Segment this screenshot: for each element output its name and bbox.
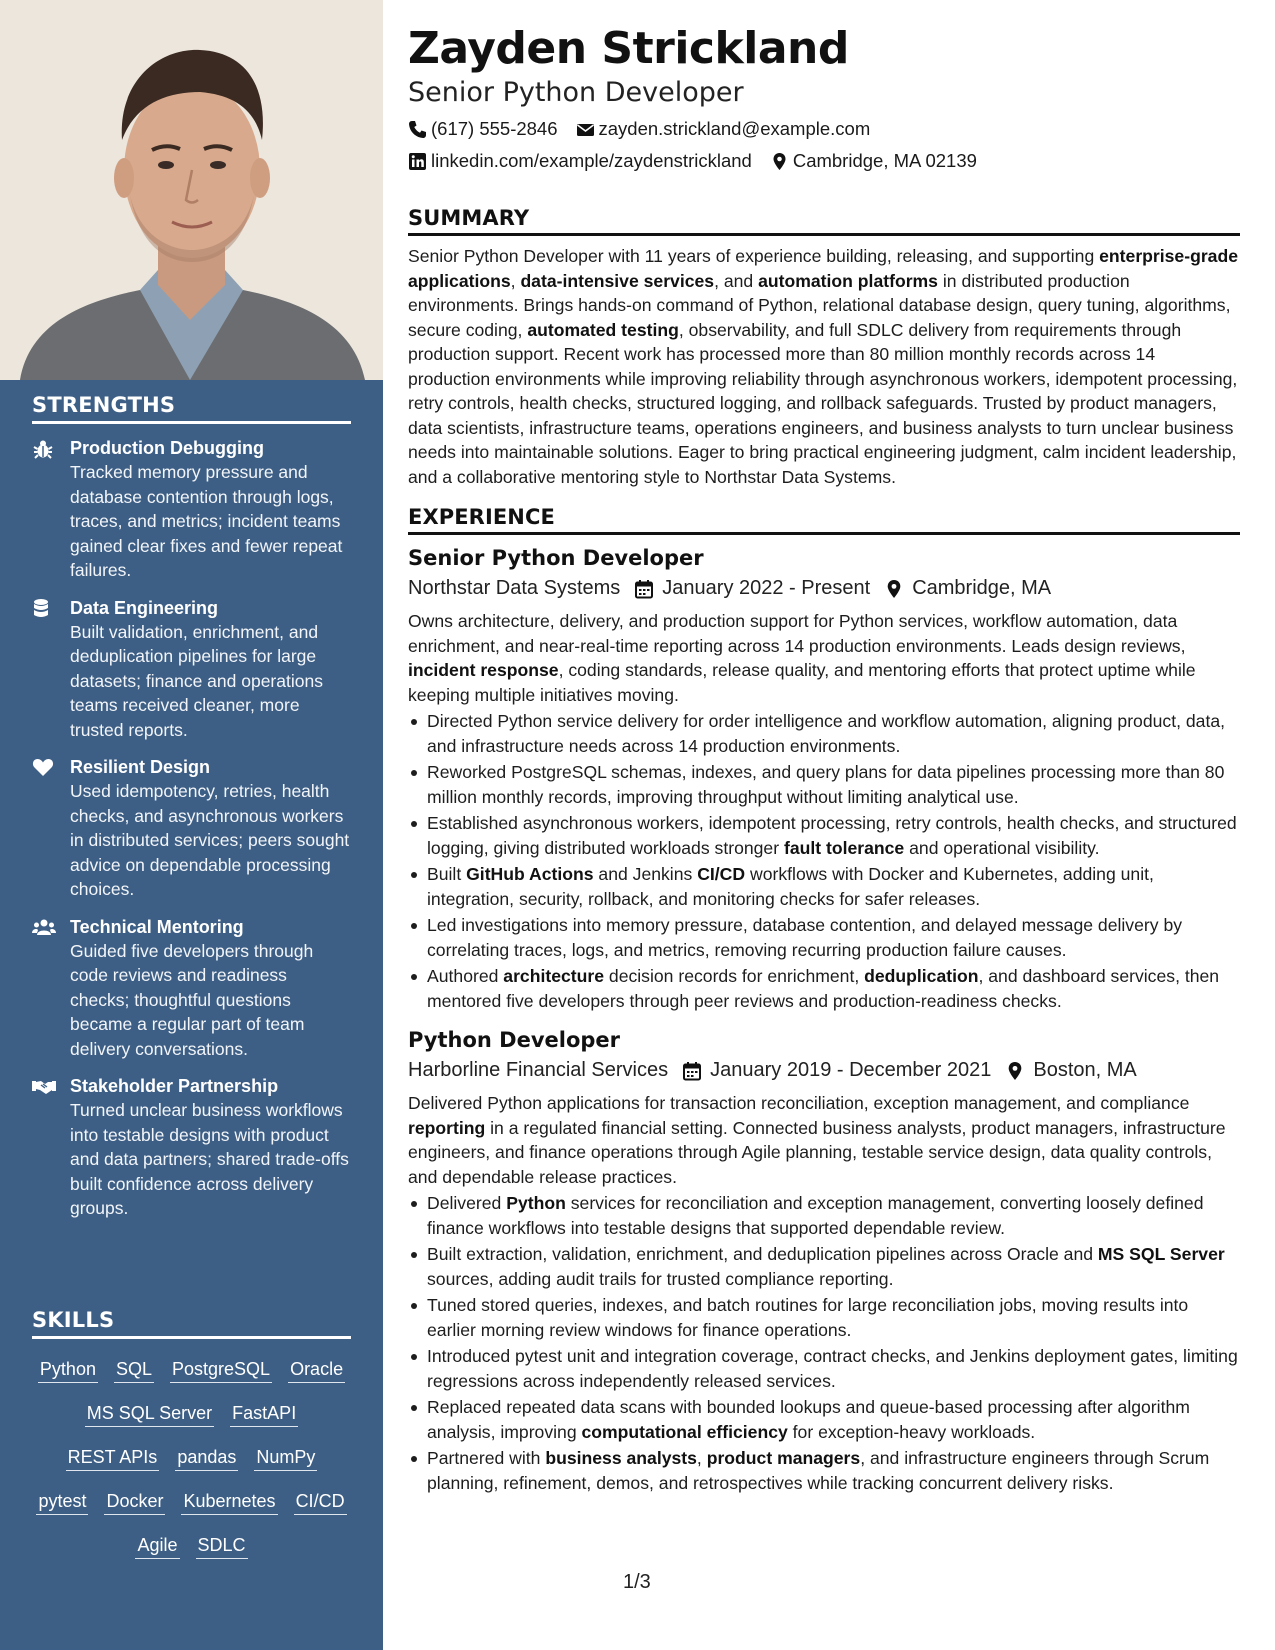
job-dates-text: January 2019 - December 2021 [710, 1059, 992, 1081]
candidate-role: Senior Python Developer [408, 77, 744, 108]
experience-heading: EXPERIENCE [408, 505, 1240, 535]
linkedin-icon [408, 152, 427, 171]
job-bullet: Led investigations into memory pressure, database contention, and delayed message delivery by correlating traces, logs, and metrics, removing recurring production failure causes. [408, 913, 1240, 962]
job-bullet: Delivered Python services for reconciliation and exception management, converting loosely defined finance workflows into testable designs that supported dependable review. [408, 1191, 1240, 1240]
summary-section [408, 206, 1240, 489]
job-bullet: Tuned stored queries, indexes, and batch routines for large reconciliation jobs, moving results into earlier morning review windows for finance operations. [408, 1293, 1240, 1342]
location-text: Cambridge, MA 02139 [792, 150, 977, 171]
job-dates [634, 573, 870, 603]
strength-title: Data Engineering [70, 597, 219, 618]
job-bullet: Built extraction, validation, enrichment, and deduplication pipelines across Oracle and MS SQL Server sources, adding audit trails for trusted compliance reporting. [408, 1242, 1240, 1291]
job-intro: Delivered Python applications for transaction reconciliation, exception management, and compliance reporting in a regulated financial setting. Connected business analysts, product managers, infrastructure engineers, and finance operations through Agile planning, testable service design, data quality controls, and dependable release practices. [408, 1093, 1226, 1187]
job-bullet: Directed Python service delivery for order intelligence and workflow automation, aligning product, data, and infrastructure needs across 14 production environments. [408, 709, 1240, 758]
job-bullets [408, 709, 1240, 1013]
strength-description: Used idempotency, retries, health checks, and asynchronous workers in distributed services; peers sought advice on dependable processing choices. [70, 781, 350, 899]
strength-item [32, 436, 351, 583]
skill-tag: pytest [36, 1489, 88, 1515]
job-dates-text: January 2022 - Present [662, 577, 871, 599]
users-icon [32, 917, 56, 937]
job-meta [408, 1055, 1240, 1085]
skill-tag: CI/CD [294, 1489, 347, 1515]
skills-heading: SKILLS [32, 1308, 351, 1339]
skill-tag: PostgreSQL [170, 1357, 272, 1383]
skill-tag: Oracle [288, 1357, 345, 1383]
job-location [1005, 1055, 1136, 1085]
calendar-icon [634, 578, 654, 598]
contact-row [408, 149, 1240, 173]
summary-text: Senior Python Developer with 11 years of experience building, releasing, and supporting enterprise-grade applications, data-intensive services, and automation platforms in distributed production environments. Brings hands-on command of Python, relational database design, query tuning, algorithms, secure coding, automated testing, observability, and full SDLC delivery from requirements through production support. Recent work has processed more than 80 million monthly records across 14 production environments while improving reliability through asynchronous workers, idempotent processing, retry controls, health checks, structured logging, and rollback safeguards. Trusted by product managers, data scientists, infrastructure teams, operations engineers, and business analysts to turn unclear business needs into maintainable solutions. Eager to bring practical engineering judgment, calm incident leadership, and a collaborative mentoring style to Northstar Data Systems. [408, 246, 1238, 487]
candidate-name: Zayden Strickland [408, 23, 849, 74]
experience-section [408, 505, 1240, 1495]
skill-tag: pandas [175, 1445, 238, 1471]
main-content [408, 22, 1240, 1497]
strength-description: Turned unclear business workflows into testable designs with product and data partners; shared trade-offs built confidence across delivery groups. [70, 1100, 349, 1218]
contact-location [770, 149, 977, 173]
job-company: Harborline Financial Services [408, 1059, 669, 1081]
handshake-icon [32, 1076, 56, 1096]
job-bullet: Built GitHub Actions and Jenkins CI/CD workflows with Docker and Kubernetes, adding unit, integration, security, rollback, and monitoring checks for safer releases. [408, 862, 1240, 911]
strength-title: Production Debugging [70, 438, 264, 458]
phone-icon [408, 120, 427, 139]
skill-tag: FastAPI [230, 1401, 298, 1427]
contact-row [408, 117, 1240, 141]
skill-tag: Agile [135, 1533, 179, 1559]
contact-linkedin[interactable] [408, 149, 752, 173]
skill-tag: Python [38, 1357, 98, 1383]
job-bullet: Established asynchronous workers, idempotent processing, retry controls, health checks, and structured logging, giving distributed workloads stronger fault tolerance and operational visibility. [408, 811, 1240, 860]
strengths-heading: STRENGTHS [32, 393, 351, 424]
job-entry [408, 543, 1240, 1013]
summary-heading: SUMMARY [408, 206, 1240, 236]
strengths-section [32, 393, 351, 1234]
skill-tag: SDLC [196, 1533, 248, 1559]
job-meta [408, 573, 1240, 603]
job-bullet: Replaced repeated data scans with bounded lookups and queue-based processing after algorithm analysis, improving computational efficiency for exception-heavy workloads. [408, 1395, 1240, 1444]
strength-title: Technical Mentoring [70, 916, 244, 937]
job-location-text: Cambridge, MA [912, 577, 1052, 599]
map-pin-icon [770, 152, 789, 171]
job-location-text: Boston, MA [1033, 1059, 1137, 1081]
job-bullet: Reworked PostgreSQL schemas, indexes, and query plans for data pipelines processing more than 80 million monthly records, improving throughput without limiting analytical use. [408, 760, 1240, 809]
skill-tag: Docker [104, 1489, 165, 1515]
strength-item [32, 1074, 351, 1221]
strength-description: Guided five developers through code reviews and readiness checks; thoughtful questions became a regular part of team delivery conversations. [70, 940, 314, 1059]
job-bullet: Partnered with business analysts, product managers, and infrastructure engineers through Scrum planning, refinement, demos, and retrospectives while tracking concurrent delivery risks. [408, 1446, 1240, 1495]
bug-icon [32, 438, 56, 458]
skill-tag: Kubernetes [181, 1489, 277, 1515]
strength-title: Stakeholder Partnership [70, 1076, 279, 1096]
strength-item [32, 915, 351, 1062]
contact-email[interactable] [576, 117, 871, 141]
map-pin-icon [884, 578, 904, 598]
database-icon [32, 598, 56, 618]
skills-list [32, 1351, 351, 1559]
job-entry [408, 1025, 1240, 1495]
phone-text: (617) 555-2846 [431, 118, 558, 139]
job-intro: Owns architecture, delivery, and production support for Python services, workflow automation, data enrichment, and near-real-time reporting across 14 production environments. Leads design reviews, incident response, coding standards, release quality, and mentoring efforts that protect uptime while keeping multiple initiatives moving. [408, 611, 1196, 705]
job-bullet: Introduced pytest unit and integration coverage, contract checks, and Jenkins deployment gates, limiting regressions across independently released services. [408, 1344, 1240, 1393]
strength-title: Resilient Design [70, 757, 211, 777]
job-dates [682, 1055, 991, 1085]
job-company: Northstar Data Systems [408, 577, 621, 599]
contact-phone[interactable] [408, 117, 558, 141]
skills-section [32, 1308, 351, 1559]
job-location [884, 573, 1051, 603]
strength-item [32, 596, 351, 743]
job-bullet: Authored architecture decision records for enrichment, deduplication, and dashboard services, then mentored five developers through peer reviews and production-readiness checks. [408, 964, 1240, 1013]
skill-tag: SQL [114, 1357, 154, 1383]
page-number: 1/3 [623, 1571, 651, 1593]
job-title: Python Developer [408, 1028, 621, 1052]
envelope-icon [576, 120, 595, 139]
heart-icon [32, 757, 56, 777]
skill-tag: MS SQL Server [85, 1401, 214, 1427]
strength-item [32, 755, 351, 902]
job-title: Senior Python Developer [408, 546, 704, 570]
job-bullets [408, 1191, 1240, 1495]
linkedin-text: linkedin.com/example/zaydenstrickland [431, 150, 752, 171]
skill-tag: NumPy [254, 1445, 317, 1471]
email-text: zayden.strickland@example.com [598, 118, 871, 139]
strength-description: Tracked memory pressure and database contention through logs, traces, and metrics; incident teams gained clear fixes and fewer repeat failures. [70, 462, 343, 580]
strength-description: Built validation, enrichment, and deduplication pipelines for large datasets; finance and operations teams received cleaner, more trusted reports. [70, 621, 323, 740]
calendar-icon [682, 1060, 702, 1080]
skill-tag: REST APIs [66, 1445, 160, 1471]
profile-photo [0, 0, 383, 380]
sidebar [0, 0, 383, 1650]
map-pin-icon [1005, 1060, 1025, 1080]
